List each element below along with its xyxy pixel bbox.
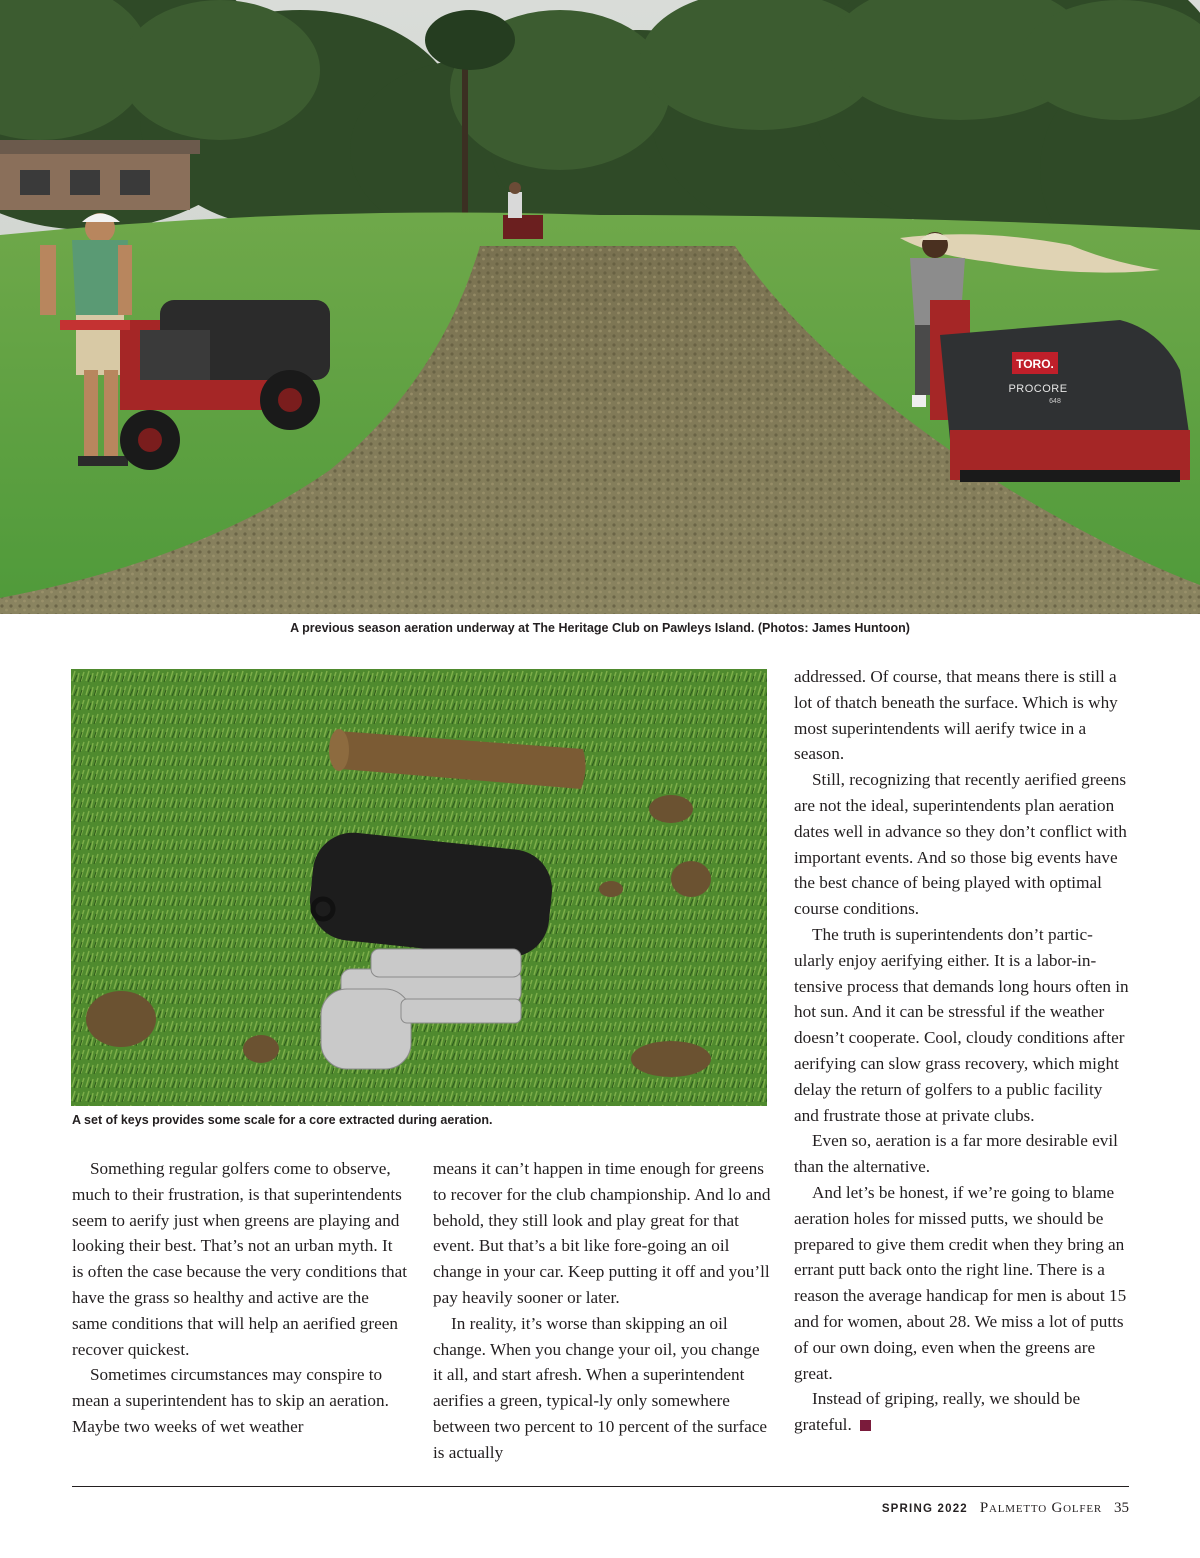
- paragraph: Even so, aeration is a far more desirable evil than the alternative.: [794, 1131, 1118, 1177]
- hero-caption: A previous season aeration underway at The Heritage Club on Pawleys Island. (Photos: James Huntoon): [290, 621, 910, 635]
- footer-rule: [72, 1486, 1129, 1487]
- paragraph: Sometimes circumstances may conspire to mean a superintendent has to skip an aeration. Maybe two weeks of wet weather: [72, 1365, 389, 1436]
- machine-model: PROCORE: [1008, 383, 1068, 395]
- keys-and-core-photo-icon: [71, 669, 767, 1106]
- paragraph-last-text: Instead of griping, really, we should be grateful.: [794, 1389, 1081, 1435]
- page-footer: [882, 1500, 1129, 1517]
- hero-photo: [0, 0, 1200, 614]
- inset-caption: A set of keys provides some scale for a core extracted during aeration.: [72, 1113, 493, 1127]
- footer-season: SPRING 2022: [881, 1503, 968, 1515]
- paragraph: And let’s be honest, if we’re going to blame aeration holes for missed putts, we should be prepared to give them credit when they bring an errant putt back onto the right line. There is a reason the average handicap for men is about 15 and for women, about 28. We miss a lot of putts of our own doing, even when the greens are great.: [794, 1182, 1127, 1383]
- paragraph: In reality, it’s worse than skipping an oil change. When you change your oil, you change it all, and start afresh. When a superintendent aerifies a green, typical-ly only somewhere between two percent to 10 percent of the surface is actually: [433, 1313, 768, 1462]
- paragraph-last: [794, 1386, 1130, 1438]
- inset-photo: [71, 669, 767, 1106]
- machine-number: 648: [1049, 398, 1061, 405]
- paragraph: addressed. Of course, that means there is still a lot of thatch beneath the surface. Which is why most superintendents will aerify twice in a season.: [794, 667, 1118, 764]
- paragraph: Still, recognizing that recently aerified greens are not the ideal, superintendents plan aeration dates well in advance so they don’t conflict with important events. And so those big events have the best chance of being played with optimal course conditions.: [794, 770, 1127, 919]
- paragraph: Something regular golfers come to observe, much to their frustration, is that superintendents seem to aerify just when greens are playing and looking their best. That’s not an urban myth. It is often the case because the very conditions that have the grass so healthy and active are the same conditions that will help an aerified green recover quickest.: [72, 1159, 408, 1359]
- article-column-2: [433, 1156, 771, 1466]
- golf-green-aeration-photo-icon: [0, 0, 1200, 614]
- footer-magazine: Palmetto Golfer: [979, 1500, 1102, 1516]
- article-column-3: [794, 664, 1130, 1438]
- paragraph: means it can’t happen in time enough for greens to recover for the club championship. And lo and behold, they still look and play great for that event. But that’s a bit like fore-going an oil change in your car. Keep putting it off and you’ll pay heavily sooner or later.: [433, 1159, 771, 1307]
- machine-brand: TORO.: [1016, 357, 1054, 371]
- paragraph: The truth is superintendents don’t partic-ularly enjoy aerifying either. It is a labor-in-tensive process that demands long hours often in hot sun. And it can be stressful if the weather doesn’t cooperate. Cool, cloudy conditions after aerifying can slow grass recovery, which might delay the return of golfers to a public facility and frustrate those at private clubs.: [794, 924, 1129, 1125]
- article-column-1: [72, 1156, 408, 1440]
- end-mark-icon: [860, 1420, 871, 1431]
- footer-page-number: 35: [1114, 1500, 1129, 1516]
